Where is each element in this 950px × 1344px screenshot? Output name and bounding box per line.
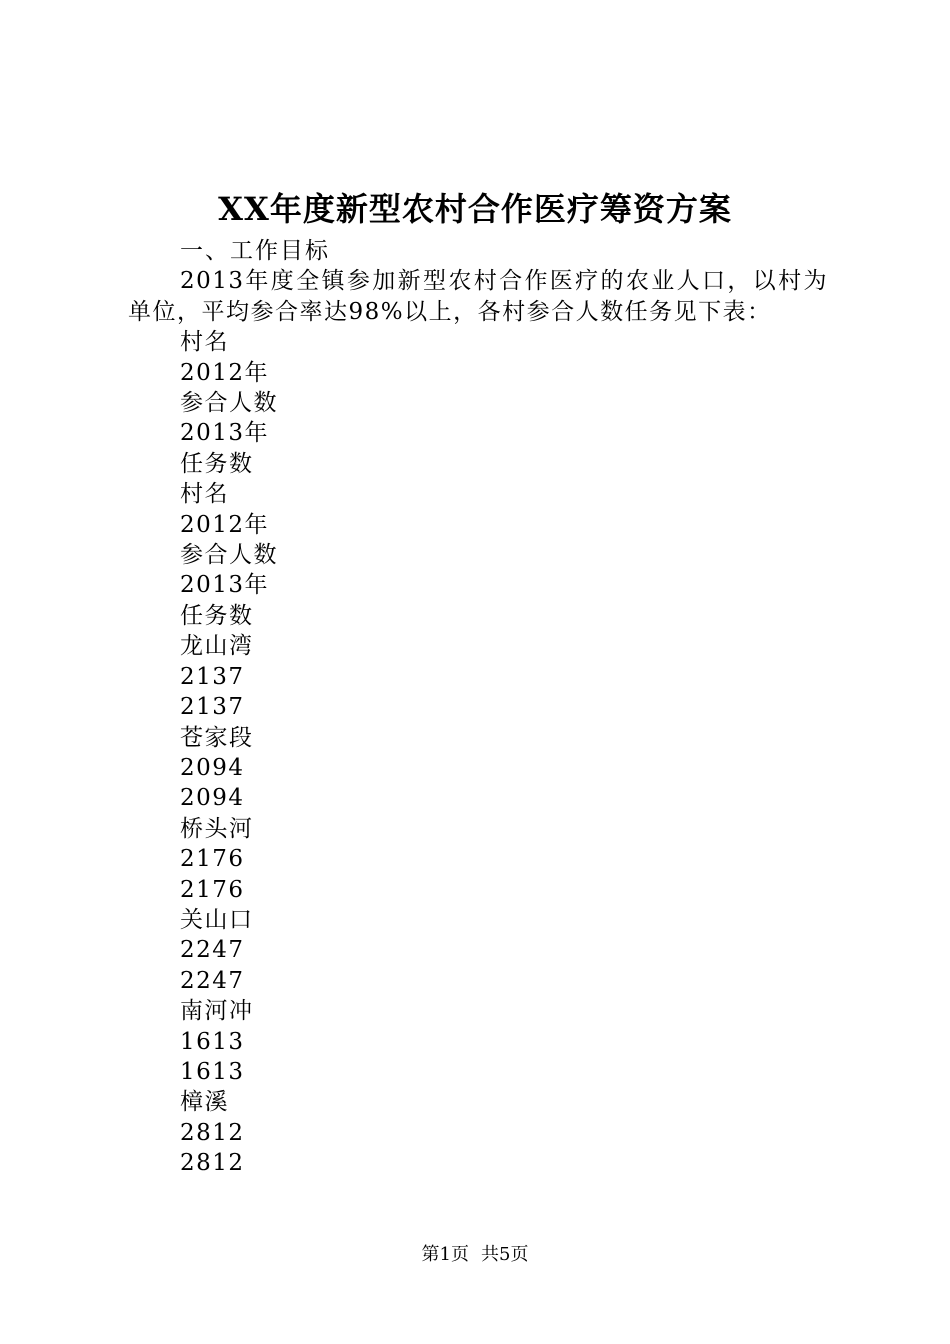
list-item: 南河冲: [180, 998, 254, 1025]
body-paragraph: 2013年度全镇参加新型农村合作医疗的农业人口，以村为单位，平均参合率达98%以上，各村参合人数任务见下表：: [128, 268, 828, 325]
list-item: 2013年: [180, 420, 270, 447]
list-item: 2247: [180, 967, 245, 994]
list-item: 苍家段: [180, 724, 254, 751]
document-body: [128, 236, 828, 1179]
list-item: 参合人数: [180, 390, 278, 417]
list-item: 2812: [180, 1119, 245, 1146]
list-item: 2247: [180, 937, 245, 964]
list-item: 村名: [180, 329, 229, 356]
list-item: 2812: [180, 1150, 245, 1177]
list-item: 2137: [180, 663, 245, 690]
list-item: 2012年: [180, 359, 270, 386]
table-lines: [128, 327, 828, 1178]
document-title: XX年度新型农村合作医疗筹资方案: [218, 190, 732, 228]
list-item: 2013年: [180, 572, 270, 599]
list-item: 任务数: [180, 602, 254, 629]
list-item: 2012年: [180, 511, 270, 538]
page-number: 第1页: [421, 1244, 469, 1265]
list-item: 关山口: [180, 906, 254, 933]
list-item: 2137: [180, 694, 245, 721]
list-item: 参合人数: [180, 542, 278, 569]
list-item: 村名: [180, 481, 229, 508]
list-item: 1613: [180, 1028, 245, 1055]
page-footer: [0, 1242, 950, 1268]
section-heading: 一、工作目标: [180, 238, 330, 264]
list-item: 2094: [180, 754, 245, 781]
list-item: 任务数: [180, 450, 254, 477]
list-item: 樟溪: [180, 1089, 229, 1116]
list-item: 2176: [180, 876, 245, 903]
list-item: 桥头河: [180, 815, 254, 842]
list-item: 龙山湾: [180, 633, 254, 660]
page-total: 共5页: [481, 1244, 529, 1265]
list-item: 1613: [180, 1058, 245, 1085]
list-item: 2176: [180, 846, 245, 873]
list-item: 2094: [180, 785, 245, 812]
